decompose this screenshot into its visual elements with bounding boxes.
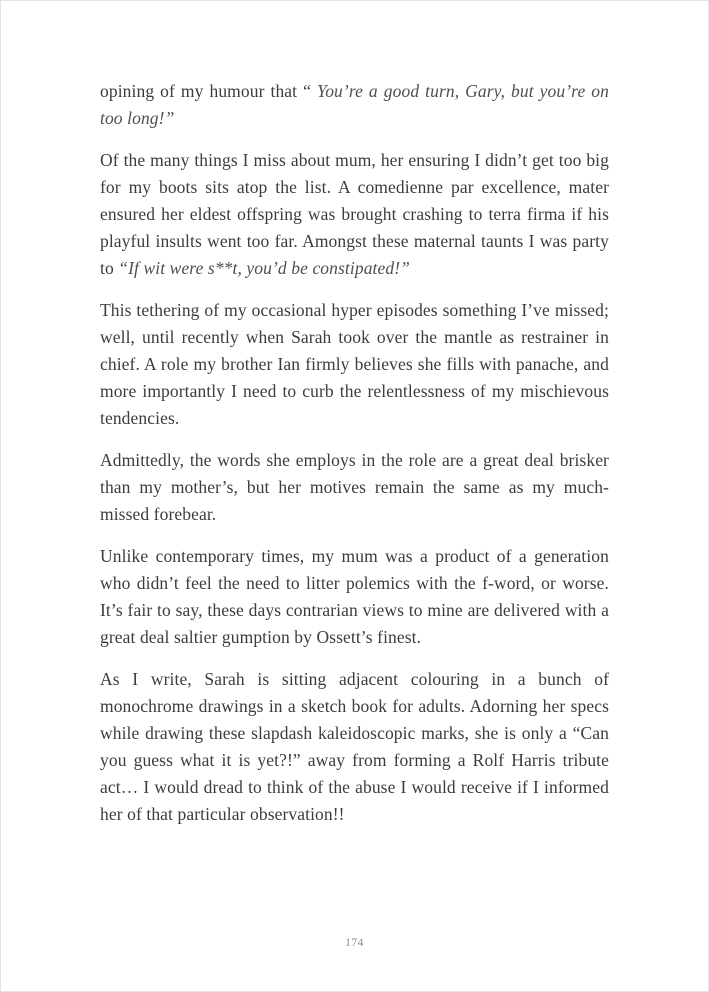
text-run: As I write, Sarah is sitting adjacent colouring in a bunch of monochrome drawings in a sketch book for adults. Adorning her specs while drawing these slapdash kaleidoscopic marks, she is only a “Can you guess what it is yet?!” away from forming a Rolf Harris tribute act… I would dread to think of the abuse I would receive if I informed her of that particular observation!! (100, 669, 614, 824)
text-run: Of the many things I miss about mum, her ensuring I didn’t get too big for my boots sits atop the list. A comedienne par excellence, mater ensured her eldest offspring was brought crashing to terra firma if his playful insults went too far. Amongst these maternal taunts I was party to (100, 150, 614, 278)
paragraph-5 (100, 543, 614, 651)
quote-text-run: You’re a good turn, Gary, but you’re on too long!” (100, 81, 614, 128)
paragraph-3 (100, 297, 614, 432)
text-run: Unlike contemporary times, my mum was a product of a generation who didn’t feel the need to litter polemics with the f-word, or worse. It’s fair to say, these days contrarian views to mine are delivered with a great deal saltier gumption by Ossett’s finest. (100, 546, 614, 647)
text-run: This tethering of my occasional hyper episodes something I’ve missed; well, until recently when Sarah took over the mantle as restrainer in chief. A role my brother Ian firmly believes she fills with panache, and more importantly I need to curb the relentlessness of my mischievous tendencies. (100, 300, 614, 428)
paragraph-4 (100, 447, 614, 528)
paragraph-2 (100, 147, 614, 282)
paragraph-6 (100, 666, 614, 828)
page-number: 174 (345, 937, 364, 949)
text-run: Admittedly, the words she employs in the role are a great deal brisker than my mother’s, but her motives remain the same as my much-missed forebear. (100, 450, 614, 524)
text-run: opining of my humour that “ (100, 81, 317, 101)
quote-text-run: “If wit were s**t, you’d be constipated!” (118, 258, 410, 278)
page-body-text (100, 78, 614, 843)
paragraph-1 (100, 78, 614, 132)
